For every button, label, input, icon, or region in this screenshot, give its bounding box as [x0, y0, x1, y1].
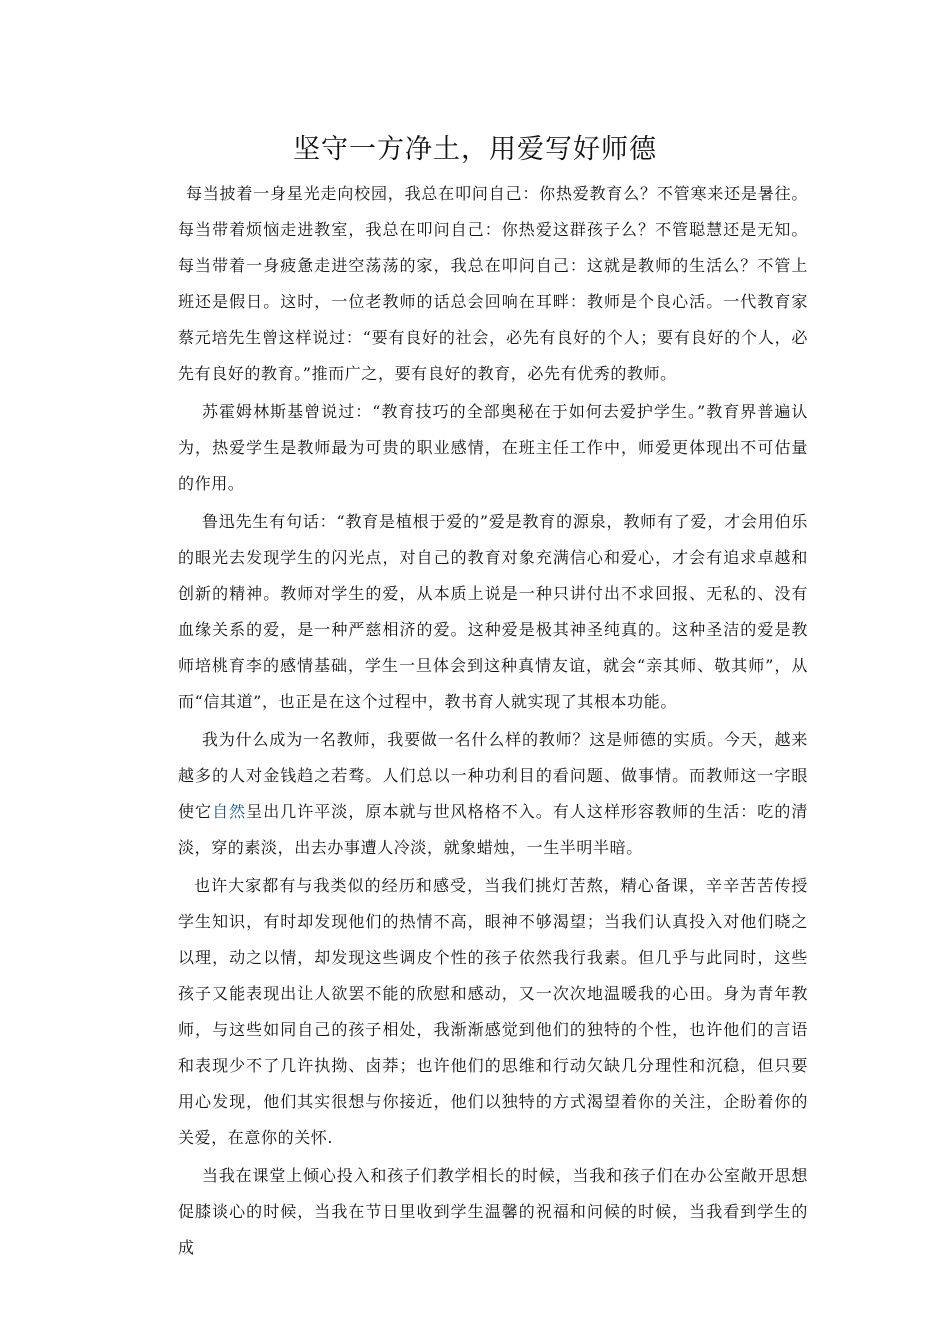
paragraph-3: 鲁迅先生有句话：“教育是植根于爱的”爱是教育的源泉，教师有了爱，才会用伯乐的眼光去发现学生的闪光点，对自己的教育对象充满信心和爱心，才会有追求卓越和创新的精神。教师对学生的爱，从本质上说是一种只讲付出不求回报、无私的、没有血缘关系的爱，是一种严慈相济的爱。这种爱是极其神圣纯真的。这种圣洁的爱是教师培桃育李的感情基础，学生一旦体会到这种真情友谊，就会“亲其师、敬其师”，从而“信其道”，也正是在这个过程中，教书育人就实现了其根本功能。 — [178, 512, 808, 711]
paragraph-4-highlight: 自然 — [212, 802, 247, 821]
paragraph-2: 苏霍姆林斯基曾说过：“教育技巧的全部奥秘在于如何去爱护学生。”教育界普遍认为，热爱学生是教师最为可贵的职业感情，在班主任工作中，师爱更体现出不可估量的作用。 — [178, 402, 808, 493]
paragraph-4-end: 呈出几许平淡，原本就与世风格格不入。有人这样形容教师的生活：吃的清淡，穿的素淡，出去办事遭人冷淡，就象蜡烛，一生半明半暗。 — [178, 802, 808, 857]
document-body — [178, 176, 808, 1266]
paragraph-5: 也许大家都有与我类似的经历和感受，当我们挑灯苦熬，精心备课，辛辛苦苦传授学生知识，有时却发现他们的热情不高，眼神不够渴望；当我们认真投入对他们晓之以理，动之以情，却发现这些调皮个性的孩子依然我行我素。但几乎与此同时，这些孩子又能表现出让人欲罢不能的欣慰和感动，又一次次地温暖我的心田。身为青年教师，与这些如同自己的孩子相处，我渐渐感觉到他们的独特的个性，也许他们的言语和表现少不了几许执拗、卤莽；也许他们的思维和行动欠缺几分理性和沉稳，但只要用心发现，他们其实很想与你接近，他们以独特的方式渴望着你的关注，企盼着你的关爱，在意你的关怀. — [178, 876, 808, 1147]
paragraph-6: 当我在课堂上倾心投入和孩子们教学相长的时候，当我和孩子们在办公室敞开思想促膝谈心的时候，当我在节日里收到学生温馨的祝福和问候的时候，当我看到学生的成 — [178, 1166, 808, 1257]
document-title: 坚守一方净土，用爱写好师德 — [293, 134, 657, 165]
paragraph-4 — [178, 722, 808, 866]
paragraph-1: 每当披着一身星光走向校园，我总在叩问自己：你热爱教育么？不管寒来还是暑往。每当带着烦恼走进教室，我总在叩问自己：你热爱这群孩子么？不管聪慧还是无知。每当带着一身疲惫走进空荡荡的家，我总在叩问自己：这就是教师的生活么？不管上班还是假日。这时，一位老教师的话总会回响在耳畔：教师是个良心活。一代教育家蔡元培先生曾这样说过：“要有良好的社会，必先有良好的个人；要有良好的个人，必先有良好的教育。”推而广之，要有良好的教育，必先有优秀的教师。 — [178, 184, 808, 383]
paragraph-4-start: 我为什么成为一名教师，我要做一名什么样的教师？这是师德的实质。今天，越来越多的人对金钱趋之若骛。人们总以一种功利目的看问题、做事情。而教师这一字眼使它 — [178, 730, 808, 821]
